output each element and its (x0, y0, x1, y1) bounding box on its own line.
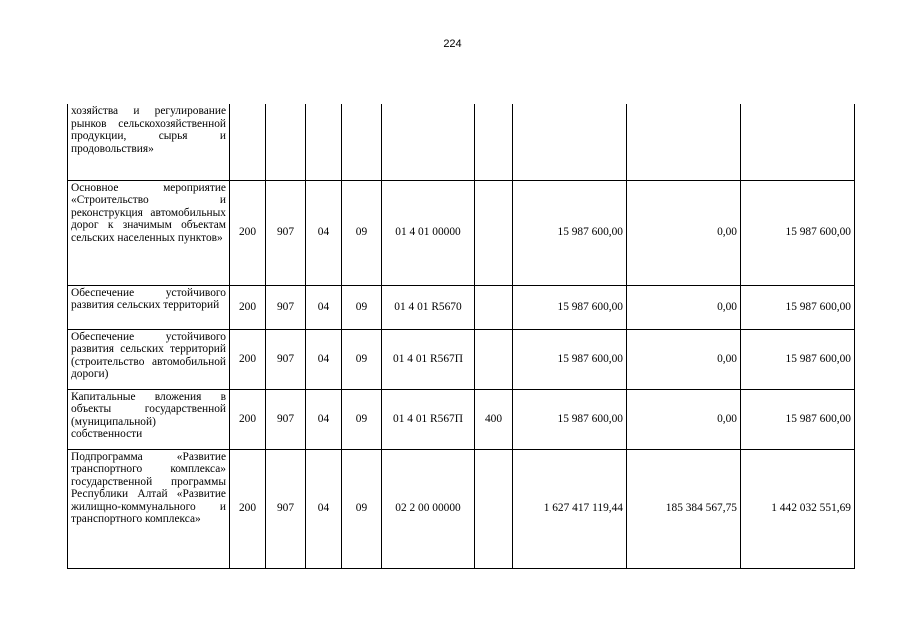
admin-code-cell: 200 (230, 389, 266, 449)
table-row (68, 389, 855, 449)
total-amount-cell: 15 987 600,00 (513, 389, 627, 449)
total-amount-cell: 1 627 417 119,44 (513, 449, 627, 568)
total-amount-cell: 15 987 600,00 (513, 180, 627, 285)
regional-amount-cell: 15 987 600,00 (741, 180, 855, 285)
subsection-code-cell: 09 (342, 389, 382, 449)
target-code-cell (382, 104, 475, 180)
row-name-cell: Капитальные вложения в объекты государственной (муниципальной) собственности (68, 389, 230, 449)
target-code-cell: 01 4 01 R567П (382, 329, 475, 389)
federal-amount-cell: 0,00 (627, 285, 741, 329)
admin-code-cell: 200 (230, 285, 266, 329)
ministry-code-cell: 907 (266, 389, 306, 449)
table-row (68, 104, 855, 180)
section-code-cell: 04 (306, 285, 342, 329)
expense-type-cell (475, 180, 513, 285)
row-name-cell: хозяйства и регулирование рынков сельскохозяйственной продукции, сырья и продовольствия» (68, 104, 230, 180)
section-code-cell: 04 (306, 389, 342, 449)
subsection-code-cell (342, 104, 382, 180)
section-code-cell (306, 104, 342, 180)
budget-table (67, 104, 855, 569)
subsection-code-cell: 09 (342, 285, 382, 329)
section-code-cell: 04 (306, 329, 342, 389)
subsection-code-cell: 09 (342, 180, 382, 285)
federal-amount-cell: 185 384 567,75 (627, 449, 741, 568)
ministry-code-cell: 907 (266, 285, 306, 329)
page-number: 224 (443, 38, 462, 50)
federal-amount-cell (627, 104, 741, 180)
subsection-code-cell: 09 (342, 449, 382, 568)
section-code-cell: 04 (306, 449, 342, 568)
total-amount-cell: 15 987 600,00 (513, 285, 627, 329)
expense-type-cell (475, 285, 513, 329)
row-name-cell: Обеспечение устойчивого развития сельских территорий (строительство автомобильной дороги) (68, 329, 230, 389)
admin-code-cell: 200 (230, 449, 266, 568)
expense-type-cell (475, 329, 513, 389)
ministry-code-cell: 907 (266, 329, 306, 389)
regional-amount-cell: 15 987 600,00 (741, 329, 855, 389)
admin-code-cell (230, 104, 266, 180)
expense-type-cell: 400 (475, 389, 513, 449)
subsection-code-cell: 09 (342, 329, 382, 389)
federal-amount-cell: 0,00 (627, 389, 741, 449)
expense-type-cell (475, 449, 513, 568)
ministry-code-cell (266, 104, 306, 180)
table-row (68, 180, 855, 285)
target-code-cell: 01 4 01 00000 (382, 180, 475, 285)
regional-amount-cell: 15 987 600,00 (741, 285, 855, 329)
admin-code-cell: 200 (230, 180, 266, 285)
target-code-cell: 02 2 00 00000 (382, 449, 475, 568)
row-name-cell: Подпрограмма «Развитие транспортного комплекса» государственной программы Республики Алтай «Развитие жилищно-коммунального и транспортного комплекса» (68, 449, 230, 568)
total-amount-cell: 15 987 600,00 (513, 329, 627, 389)
federal-amount-cell: 0,00 (627, 329, 741, 389)
ministry-code-cell: 907 (266, 449, 306, 568)
expense-type-cell (475, 104, 513, 180)
target-code-cell: 01 4 01 R5670 (382, 285, 475, 329)
table-row (68, 285, 855, 329)
ministry-code-cell: 907 (266, 180, 306, 285)
table-row (68, 449, 855, 568)
total-amount-cell (513, 104, 627, 180)
row-name-cell: Основное мероприятие «Строительство и реконструкция автомобильных дорог к значимым объектам сельских населенных пунктов» (68, 180, 230, 285)
regional-amount-cell: 1 442 032 551,69 (741, 449, 855, 568)
regional-amount-cell (741, 104, 855, 180)
federal-amount-cell: 0,00 (627, 180, 741, 285)
row-name-cell: Обеспечение устойчивого развития сельских территорий (68, 285, 230, 329)
section-code-cell: 04 (306, 180, 342, 285)
target-code-cell: 01 4 01 R567П (382, 389, 475, 449)
table-row (68, 329, 855, 389)
admin-code-cell: 200 (230, 329, 266, 389)
regional-amount-cell: 15 987 600,00 (741, 389, 855, 449)
